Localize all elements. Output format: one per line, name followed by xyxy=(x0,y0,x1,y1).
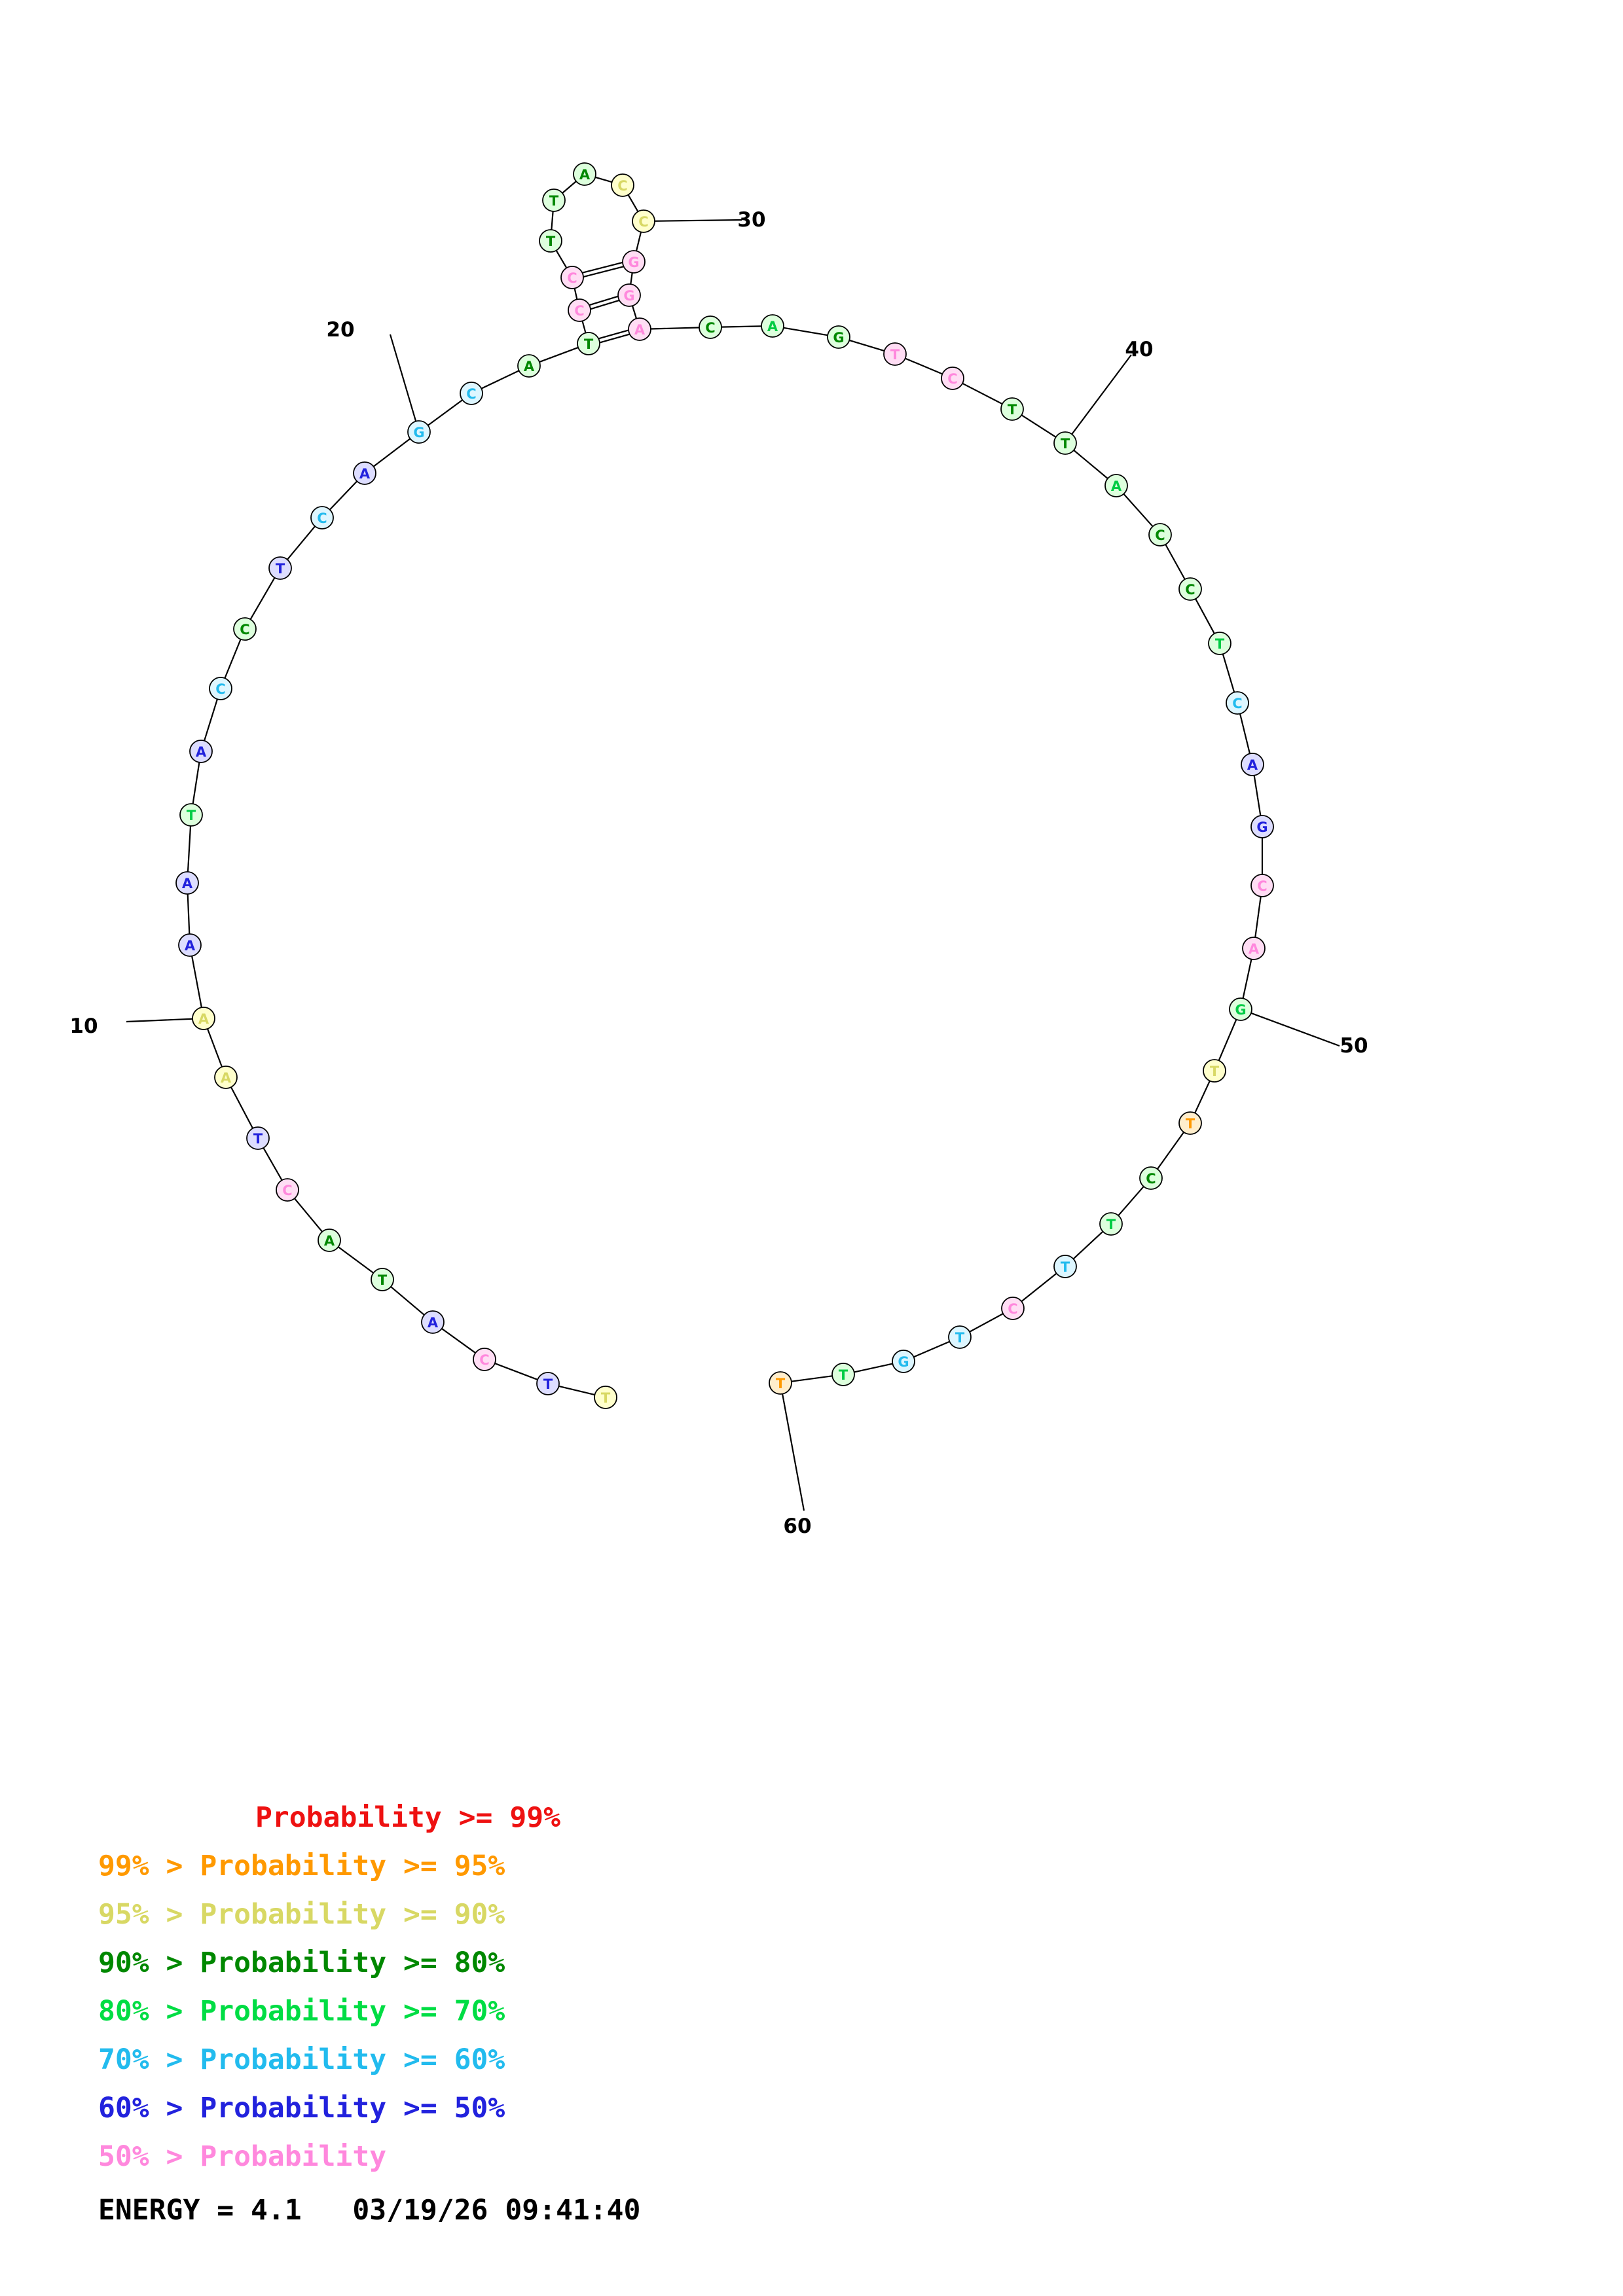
backbone-segment xyxy=(287,526,315,560)
nucleotide-base xyxy=(215,1066,237,1088)
backbone-segment xyxy=(263,1148,282,1180)
backbone-segment xyxy=(905,359,943,374)
base-letter: C xyxy=(1146,1171,1156,1187)
position-number-label: 20 xyxy=(326,318,355,342)
backbone-segment xyxy=(792,1376,832,1381)
nucleotide-base xyxy=(632,210,655,232)
backbone-segment xyxy=(208,1029,222,1067)
nucleotide-base xyxy=(629,318,651,340)
backbone-segment xyxy=(559,1386,595,1395)
nucleotide-base xyxy=(941,367,964,389)
nucleotide-base xyxy=(1140,1167,1162,1189)
base-letter: T xyxy=(838,1367,848,1383)
backbone-segment xyxy=(721,326,761,327)
base-letter: G xyxy=(833,330,845,346)
legend-row: 99% > Probability >= 95% xyxy=(98,1850,505,1882)
backbone-segment xyxy=(1123,494,1152,527)
base-letter: T xyxy=(1007,402,1017,418)
nucleotide-base xyxy=(1179,1112,1201,1134)
position-leader-line xyxy=(780,1383,804,1511)
base-letter: T xyxy=(1106,1217,1116,1232)
nucleotide-base xyxy=(210,677,232,700)
backbone-segment xyxy=(629,195,638,212)
backbone-segment xyxy=(1223,654,1234,692)
base-letter: A xyxy=(634,322,646,338)
nucleotide-base xyxy=(611,174,634,196)
position-leader-line xyxy=(390,334,419,432)
base-letter: C xyxy=(215,681,226,697)
base-letter: T xyxy=(1060,1259,1070,1275)
base-letter: A xyxy=(1247,757,1258,773)
nucleotide-base xyxy=(699,316,721,338)
base-letter: T xyxy=(543,1376,553,1392)
position-number-label: 30 xyxy=(737,208,766,232)
backbone-segment xyxy=(1240,714,1250,754)
backbone-segment xyxy=(636,232,641,251)
base-letter: A xyxy=(359,466,371,482)
probability-legend xyxy=(0,1793,1623,2234)
backbone-segment xyxy=(481,370,519,388)
nucleotide-base xyxy=(354,462,376,484)
backbone-segment xyxy=(391,1287,424,1315)
nucleotide-base xyxy=(1243,937,1265,960)
base-letter: C xyxy=(479,1352,490,1368)
backbone-segment xyxy=(1021,1274,1056,1302)
base-letter: G xyxy=(623,288,635,304)
base-letter: C xyxy=(705,320,716,336)
nucleotide-base xyxy=(179,934,201,956)
nucleotide-base xyxy=(761,315,784,337)
nucleotide-base xyxy=(884,343,906,365)
base-letter: T xyxy=(545,234,556,249)
energy-timestamp-line: ENERGY = 4.1 03/19/26 09:41:40 xyxy=(98,2194,641,2227)
backbone-segment xyxy=(204,699,217,741)
base-letter: G xyxy=(898,1354,909,1370)
backbone-segment xyxy=(595,177,611,182)
backbone-segment xyxy=(192,956,202,1008)
backbone-segment xyxy=(1195,1081,1210,1113)
backbone-segment xyxy=(1073,1232,1103,1259)
base-letter: C xyxy=(1257,878,1267,894)
base-letter: T xyxy=(775,1376,786,1391)
nucleotide-base xyxy=(594,1386,617,1408)
nucleotide-base xyxy=(618,284,640,306)
nucleotide-base xyxy=(371,1268,393,1291)
nucleotide-base xyxy=(311,507,333,529)
base-pair-bond xyxy=(598,331,628,339)
base-letter: A xyxy=(198,1011,210,1027)
nucleotide-base xyxy=(190,740,212,762)
base-letter: C xyxy=(1155,528,1165,543)
legend-row: 80% > Probability >= 70% xyxy=(98,1995,505,2028)
nucleotide-base xyxy=(180,804,202,826)
backbone-segment xyxy=(632,306,636,319)
base-letter: C xyxy=(282,1183,293,1198)
base-letter: A xyxy=(181,876,193,891)
base-letter: T xyxy=(549,193,559,209)
nucleotide-base xyxy=(192,1007,215,1030)
nucleotide-base xyxy=(1105,475,1127,497)
base-letter: C xyxy=(1232,696,1243,711)
base-letter: A xyxy=(427,1315,439,1331)
backbone-segment xyxy=(225,639,240,679)
legend-row: 90% > Probability >= 80% xyxy=(98,1946,505,1979)
nucleotide-base xyxy=(568,299,591,321)
backbone-segment xyxy=(1195,599,1214,634)
base-letter: C xyxy=(1008,1301,1018,1317)
nucleotide-base xyxy=(1251,816,1273,838)
nucleotide-base xyxy=(1241,753,1264,776)
base-letter: T xyxy=(1214,636,1225,652)
nucleotide-base xyxy=(518,355,540,377)
backbone-segment xyxy=(651,327,699,329)
base-letter: C xyxy=(240,622,250,637)
nucleotide-base xyxy=(949,1326,971,1348)
base-letter: A xyxy=(323,1233,335,1249)
base-letter: G xyxy=(413,425,425,440)
base-letter: A xyxy=(184,938,196,954)
nucleotide-base xyxy=(247,1127,269,1149)
nucleotide-base xyxy=(574,163,596,185)
base-letter: T xyxy=(1185,1116,1195,1132)
backbone-segment xyxy=(556,251,567,268)
nucleotide-base xyxy=(276,1179,299,1201)
base-letter: A xyxy=(1248,941,1260,957)
legend-row: 50% > Probability xyxy=(98,2140,387,2173)
backbone-segment xyxy=(231,1087,253,1128)
base-letter: A xyxy=(1110,478,1122,494)
backbone-segment xyxy=(854,1364,893,1372)
base-letter: G xyxy=(1235,1002,1247,1018)
nucleotide-base xyxy=(1054,432,1076,454)
base-letter: T xyxy=(377,1272,388,1288)
backbone-segment xyxy=(374,439,410,466)
backbone-segment xyxy=(575,289,577,300)
base-letter: A xyxy=(523,359,535,374)
nucleotide-base xyxy=(543,189,565,211)
base-letter: T xyxy=(275,561,285,577)
backbone-segment xyxy=(1118,1187,1144,1215)
backbone-segment xyxy=(1219,1020,1237,1061)
nucleotide-base xyxy=(1179,578,1201,600)
backbone-segment xyxy=(1254,776,1261,816)
nucleotide-base xyxy=(1209,632,1231,655)
backbone-segment xyxy=(193,762,200,804)
nucleotide-base xyxy=(269,557,291,579)
base-letter: T xyxy=(955,1330,965,1346)
backbone-segment xyxy=(330,481,357,509)
base-pair-bond xyxy=(583,262,623,273)
base-letter: T xyxy=(890,347,900,363)
nucleotide-base xyxy=(561,266,583,289)
base-letter: A xyxy=(220,1070,232,1086)
backbone-segment xyxy=(1074,450,1108,478)
nucleotide-base xyxy=(828,326,850,348)
position-number-label: 50 xyxy=(1340,1034,1368,1058)
backbone-segment xyxy=(630,273,632,284)
nucleotide-base xyxy=(1251,874,1273,897)
backbone-segment xyxy=(251,578,275,620)
backbone-segment xyxy=(784,328,828,335)
nucleotide-base xyxy=(176,872,198,894)
nucleotide-base xyxy=(473,1348,496,1371)
nucleotide-base xyxy=(408,421,430,443)
legend-row: 60% > Probability >= 50% xyxy=(98,2092,505,2125)
backbone-segment xyxy=(562,181,576,193)
backbone-segment xyxy=(970,1314,1003,1332)
nucleotide-base xyxy=(318,1229,340,1251)
position-number-label: 40 xyxy=(1125,338,1154,361)
nucleotide-base xyxy=(1226,692,1249,714)
position-leader-line xyxy=(1241,1009,1340,1046)
base-letter: C xyxy=(1185,582,1195,598)
nucleotide-base xyxy=(623,251,645,273)
backbone-segment xyxy=(1255,897,1260,937)
position-leader-line xyxy=(1065,355,1131,443)
base-pair-bond xyxy=(583,266,623,277)
nucleotide-base xyxy=(892,1350,915,1372)
nucleotide-base xyxy=(537,1372,559,1395)
base-letter: T xyxy=(186,808,196,823)
backbone-segment xyxy=(914,1342,950,1357)
nucleotide-base xyxy=(1149,524,1171,546)
nucleotide-base xyxy=(832,1363,854,1386)
nucleotide-base xyxy=(539,230,562,252)
base-letter: C xyxy=(638,214,649,230)
position-leader-line xyxy=(644,220,742,221)
backbone-segment xyxy=(1158,1132,1184,1169)
backbone-segment xyxy=(188,826,191,872)
nucleotide-base xyxy=(1001,398,1023,420)
backbone-segment xyxy=(442,1329,475,1353)
base-letter: C xyxy=(317,511,327,526)
base-pair-bond xyxy=(591,300,619,309)
nucleotide-base xyxy=(577,332,600,355)
base-letter: C xyxy=(567,270,577,286)
base-letter: C xyxy=(466,386,477,402)
base-letter: C xyxy=(617,178,628,194)
nucleotide-base xyxy=(769,1372,792,1394)
base-letter: A xyxy=(579,167,591,183)
position-number-label: 60 xyxy=(783,1515,812,1538)
backbone-segment xyxy=(338,1247,374,1273)
backbone-segment xyxy=(583,321,586,332)
nucleotide-base xyxy=(1100,1213,1122,1235)
base-pair-bond xyxy=(600,334,629,343)
base-letter: G xyxy=(628,255,640,270)
base-letter: T xyxy=(1060,436,1070,452)
base-letter: T xyxy=(1209,1064,1220,1079)
backbone-segment xyxy=(1165,545,1185,579)
nucleotide-base xyxy=(234,618,256,640)
nucleotide-base xyxy=(422,1311,444,1333)
base-letter: T xyxy=(600,1390,611,1406)
legend-row: Probability >= 99% xyxy=(255,1801,560,1834)
backbone-segment xyxy=(495,1363,538,1380)
position-number-label: 10 xyxy=(69,1014,98,1038)
backbone-segment xyxy=(295,1198,322,1232)
nucleotide-base xyxy=(1054,1255,1076,1278)
nucleotide-base xyxy=(460,382,483,404)
backbone-segment xyxy=(551,211,553,230)
base-pair-bond xyxy=(589,296,617,305)
backbone-segment xyxy=(1243,960,1252,999)
nucleotide-base xyxy=(1002,1297,1024,1319)
base-letter: A xyxy=(195,744,207,760)
base-letter: A xyxy=(767,319,778,334)
backbone-segment xyxy=(962,384,1002,404)
backbone-segment xyxy=(1021,415,1055,437)
backbone-segment xyxy=(539,348,578,362)
base-letter: C xyxy=(947,371,958,387)
base-letter: T xyxy=(253,1131,263,1147)
backbone-segment xyxy=(428,400,463,425)
base-letter: C xyxy=(574,303,585,319)
nucleotide-base xyxy=(1203,1060,1226,1082)
backbone-segment xyxy=(849,340,884,351)
legend-row: 70% > Probability >= 60% xyxy=(98,2043,505,2076)
base-letter: G xyxy=(1256,819,1268,835)
base-letter: T xyxy=(583,336,594,352)
backbone-segment xyxy=(188,894,190,934)
nucleotide-base xyxy=(1230,998,1252,1020)
legend-row: 95% > Probability >= 90% xyxy=(98,1898,505,1931)
